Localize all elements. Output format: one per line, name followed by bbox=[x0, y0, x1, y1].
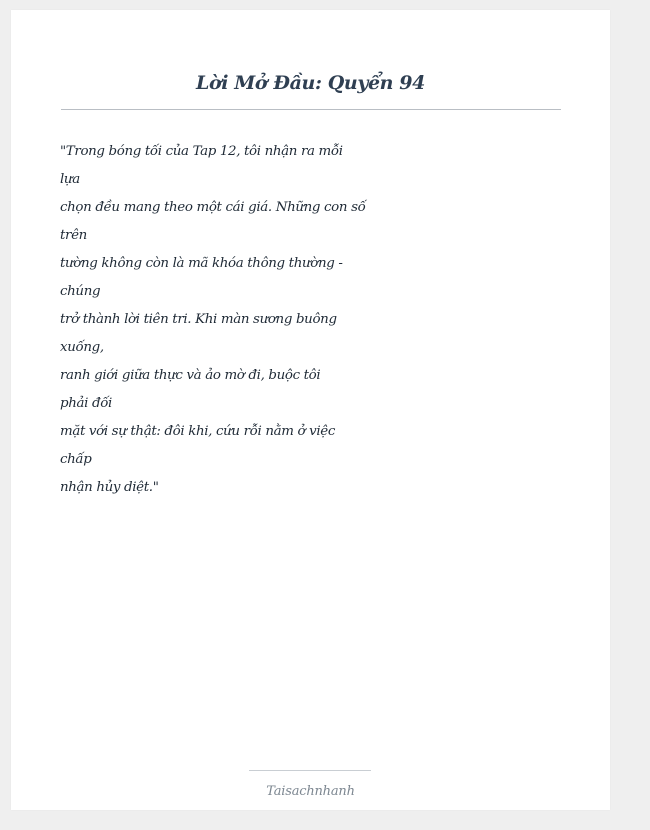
body-line: chúng bbox=[60, 284, 101, 299]
body-line: ranh giới giữa thực và ảo mờ đi, buộc tôi bbox=[60, 368, 321, 383]
title-divider bbox=[61, 109, 561, 110]
body-line: trở thành lời tiên tri. Khi màn sương buông bbox=[60, 312, 337, 327]
body-line: tường không còn là mã khóa thông thường - bbox=[60, 256, 343, 271]
page-title: Lời Mở Đầu: Quyển 94 bbox=[196, 72, 425, 94]
document-page bbox=[11, 10, 610, 810]
body-text bbox=[60, 138, 366, 502]
body-line: xuống, bbox=[60, 340, 104, 355]
footer-divider bbox=[249, 770, 371, 771]
body-line: chọn đều mang theo một cái giá. Những con số bbox=[60, 200, 366, 215]
body-line: "Trong bóng tối của Tap 12, tôi nhận ra mỗi bbox=[60, 144, 343, 159]
body-line: chấp bbox=[60, 452, 92, 467]
body-line: phải đối bbox=[60, 396, 112, 411]
body-line: mặt với sự thật: đôi khi, cứu rỗi nằm ở việc bbox=[60, 424, 335, 439]
body-line: lựa bbox=[60, 172, 80, 187]
body-line: nhận hủy diệt." bbox=[60, 480, 159, 495]
body-line: trên bbox=[60, 228, 87, 243]
footer-watermark: Taisachnhanh bbox=[266, 784, 355, 799]
